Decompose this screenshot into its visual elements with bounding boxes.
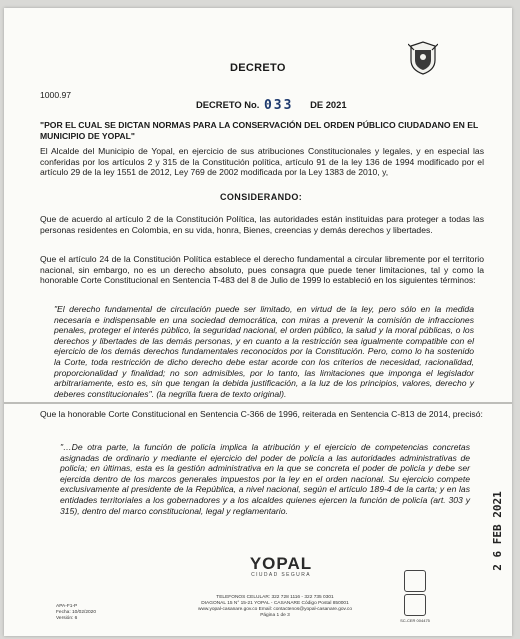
form-info (56, 604, 96, 622)
brand-name: YOPAL (249, 554, 313, 573)
decree-year: DE 2021 (310, 99, 347, 110)
brand-tagline: CIUDAD SEGURA (251, 572, 311, 578)
decree-label: DECRETO No. (196, 99, 260, 110)
form-version: Versión: 6 (56, 616, 78, 621)
scan-divider (4, 402, 512, 404)
form-date: Fecha: 10/02/2020 (56, 610, 97, 615)
document-code: 1000.97 (40, 90, 72, 100)
certification-code: SC-CER 004475 (400, 618, 430, 623)
document-title: DECRETO (230, 62, 286, 74)
quote-sentencia-c366: "…De otra parte, la función de policía implica la atribución y el ejercicio de competencias concretas asignadas de ordinario y mediante el ejercicio del poder de policía a las autoridades administrativas de policía; en últimas, esta es la gestión administrativa en la que se concreta el poder de policía y debe ser ejercida dentro de los marcos generales impuestos por la ley en el orden nacional. Su ejercicio compete exclusivamente al presidente de la República, a nivel nacional, según el artículo 189-4 de la carta; y en las entidades territoriales a los gobernadores y a los alcaldes quienes ejercen la función de policía (art. 303 y 315), dentro del marco constitucional, legal y reglamentario. (60, 442, 470, 516)
document-page (4, 8, 512, 636)
intro-paragraph: El Alcalde del Municipio de Yopal, en ejercicio de sus atribuciones Constitucionales y legales, y en especial las conferidas por los artículos 2 y 315 de la Constitución política, artículo 91 de la ley 136 de 1994 modificado por el artículo 29 de la ley 1551 de 2012, Ley 769 de 2002 modificada por la Ley 1383 de 2010, y, (40, 146, 484, 178)
municipal-seal-icon (408, 40, 438, 76)
quote-sentencia-t483: "El derecho fundamental de circulación puede ser limitado, en virtud de la ley, pero sólo en la medida necesaria e indispensable en una sociedad democrática, con miras a prevenir la comisión de infracciones penales, proteger el interés público, la seguridad nacional, el orden público, la salud y la moral públicas, o los derechos y libertades de las demás personas, y en cuanto a la restricción sea igualmente compatible con el ejercicio de los demás derechos fundamentales reconocidos por la Constitución. Pero, como lo ha sostenido la Corte, toda restricción de dicho derecho debe estar acorde con los criterios de necesidad, racionalidad, proporcionalidad y finalidad; no son admisibles, por lo tanto, las limitaciones que imponga el legislador arbitrariamente, esto es, sin que tengan la debida justificación, a la luz de los principios, valores, derecho y deberes constitucionales". (la negrilla fuera de texto original). (54, 304, 474, 399)
paragraph-article-24: Que el artículo 24 de la Constitución Política establece el derecho fundamental a circular libremente por el territorio nacional, sin embargo, no es un derecho absoluto, pues consagra que puede tener limitaciones, tal y como la honorable Corte Constitucional en Sentencia T-483 del 8 de Julio de 1999 lo estableció en los siguientes términos: (40, 254, 484, 286)
contact-phones: TELEFONOS CELULAR: 322 728 1116 - 322 735 0301 (216, 595, 334, 600)
yopal-logo (236, 554, 326, 578)
stamp-date: 2 6 FEB 2021 (491, 491, 504, 571)
considerando-heading: CONSIDERANDO: (220, 192, 303, 202)
decree-number-line (196, 98, 347, 113)
contact-web: www.yopal-casanare.gov.co Email: contactenos@yopal-casanare.gov.co (197, 607, 352, 612)
certification-icon (404, 570, 426, 592)
form-code: APA-F1-P (56, 604, 78, 609)
paragraph-sentencia-c366: Que la honorable Corte Constitucional en Sentencia C-366 de 1996, reiterada en Sentencia C-813 de 2014, precisó: (40, 409, 483, 419)
date-stamp (488, 476, 508, 586)
decree-headline: "POR EL CUAL SE DICTAN NORMAS PARA LA CONSERVACIÓN DEL ORDEN PÚBLICO CIUDADANO EN EL MUNICIPIO DE YOPAL" (40, 120, 479, 141)
contact-info (170, 595, 380, 619)
quality-seal-icon (404, 594, 426, 616)
decree-number: 033 (263, 98, 294, 113)
page-number: Página 1 de 3 (260, 613, 290, 618)
contact-address: DIAGONAL 15 N° 15-21 YOPAL - CASANARE Código Postal 850001 (201, 601, 349, 606)
certification-badges (400, 568, 430, 623)
paragraph-article-2: Que de acuerdo al artículo 2 de la Constitución Política, las autoridades están instituidas para proteger a todas las personas residentes en Colombia, en su vida, honra, Bienes, creencias y demás derechos y libertades. (40, 214, 484, 235)
